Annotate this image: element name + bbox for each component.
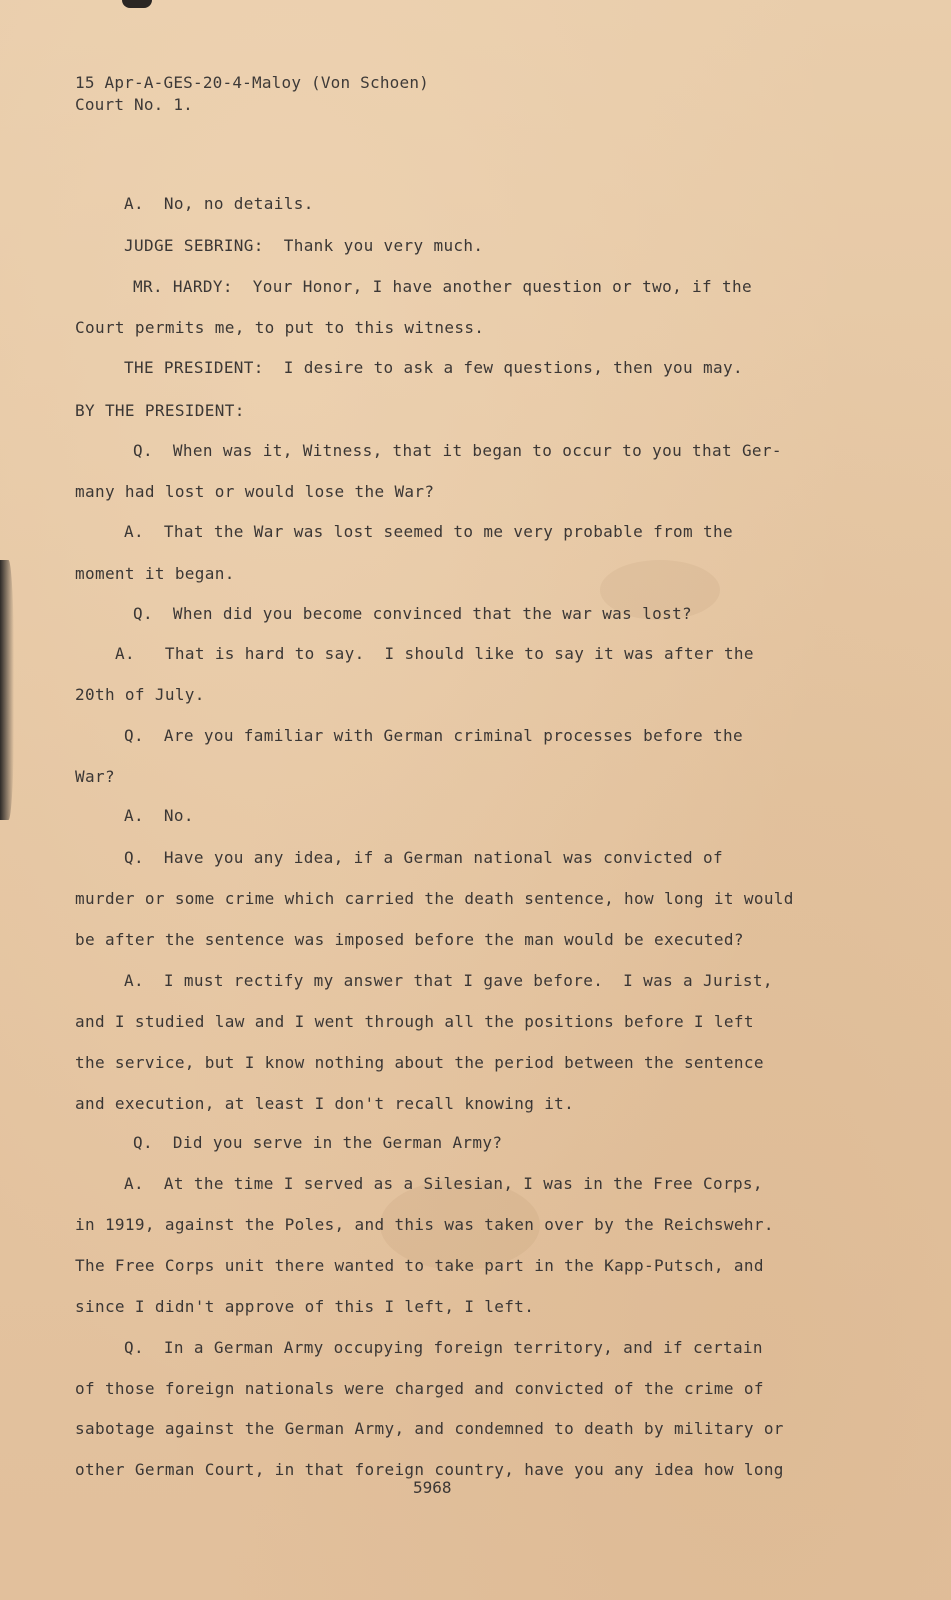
transcript-line: A. No. [124, 806, 194, 825]
header-case-line: 15 Apr-A-GES-20-4-Maloy (Von Schoen) [75, 73, 429, 92]
transcript-line: since I didn't approve of this I left, I left. [75, 1297, 535, 1316]
transcript-line: and I studied law and I went through all the positions before I left [75, 1012, 754, 1031]
transcript-line: in 1919, against the Poles, and this was taken over by the Reichswehr. [75, 1215, 774, 1234]
transcript-line: 20th of July. [75, 685, 205, 704]
transcript-line: MR. HARDY: Your Honor, I have another question or two, if the [133, 277, 752, 296]
transcript-line: be after the sentence was imposed before the man would be executed? [75, 930, 744, 949]
transcript-line: Q. In a German Army occupying foreign territory, and if certain [124, 1338, 763, 1357]
transcript-line: A. I must rectify my answer that I gave before. I was a Jurist, [124, 971, 773, 990]
transcript-line: Q. When did you become convinced that the war was lost? [133, 604, 693, 623]
transcript-line: murder or some crime which carried the death sentence, how long it would [75, 889, 794, 908]
transcript-line: JUDGE SEBRING: Thank you very much. [124, 236, 484, 255]
page-number: 5968 [413, 1478, 452, 1497]
binding-mark [122, 0, 152, 8]
transcript-line: The Free Corps unit there wanted to take part in the Kapp-Putsch, and [75, 1256, 764, 1275]
transcript-line: A. No, no details. [124, 194, 314, 213]
transcript-line: Court permits me, to put to this witness. [75, 318, 485, 337]
torn-edge [0, 560, 14, 820]
transcript-line: of those foreign nationals were charged and convicted of the crime of [75, 1379, 764, 1398]
transcript-line: War? [75, 767, 115, 786]
header-court-line: Court No. 1. [75, 95, 193, 114]
transcript-line: THE PRESIDENT: I desire to ask a few questions, then you may. [124, 358, 743, 377]
transcript-line: Q. Did you serve in the German Army? [133, 1133, 503, 1152]
transcript-line: and execution, at least I don't recall knowing it. [75, 1094, 575, 1113]
transcript-line: moment it began. [75, 564, 235, 583]
transcript-line: A. At the time I served as a Silesian, I was in the Free Corps, [124, 1174, 763, 1193]
transcript-line: A. That is hard to say. I should like to say it was after the [115, 644, 754, 663]
transcript-line: Q. When was it, Witness, that it began to occur to you that Ger- [133, 441, 782, 460]
transcript-line: Q. Have you any idea, if a German national was convicted of [124, 848, 723, 867]
document-header [75, 72, 429, 116]
transcript-line: the service, but I know nothing about the period between the sentence [75, 1053, 764, 1072]
transcript-line: many had lost or would lose the War? [75, 482, 435, 501]
transcript-line: BY THE PRESIDENT: [75, 401, 245, 420]
transcript-line: A. That the War was lost seemed to me very probable from the [124, 522, 733, 541]
transcript-line: other German Court, in that foreign country, have you any idea how long [75, 1460, 784, 1479]
transcript-line: sabotage against the German Army, and condemned to death by military or [75, 1419, 784, 1438]
transcript-line: Q. Are you familiar with German criminal processes before the [124, 726, 743, 745]
